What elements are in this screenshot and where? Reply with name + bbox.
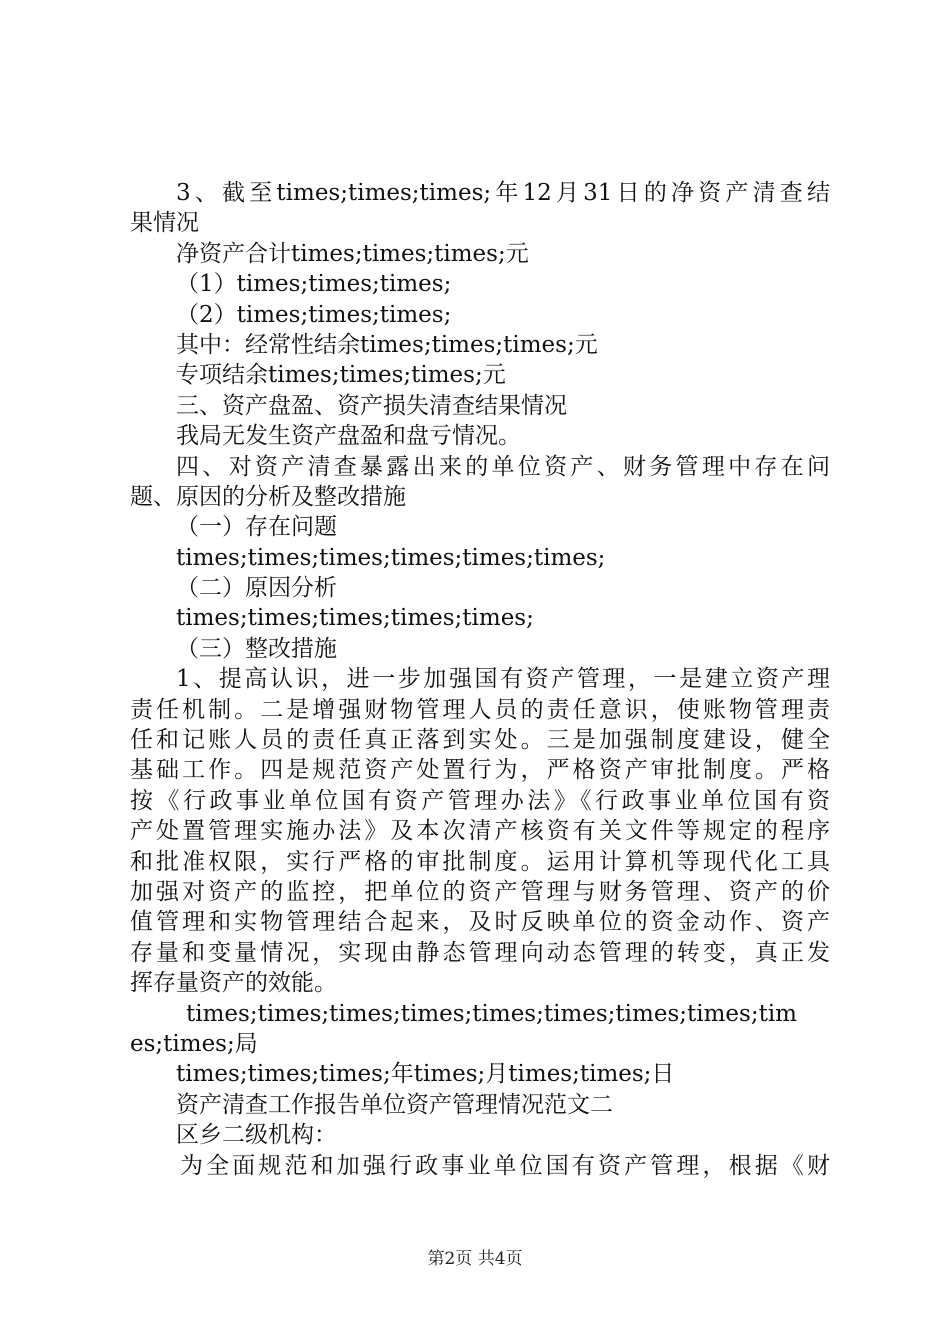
- text-line: 存量和变量情况，实现由静态管理向动态管理的转变，真正发: [130, 939, 830, 966]
- text-line: 净资产合计times;times;times;元: [176, 240, 529, 267]
- subsection-heading: （三）整改措施: [176, 635, 337, 662]
- text-line: 区乡二级机构：: [176, 1122, 337, 1149]
- section-heading: 题、原因的分析及整改措施: [130, 483, 406, 510]
- text-line: （2）times;times;times;: [176, 301, 452, 328]
- text-line: es;times;局: [130, 1030, 258, 1057]
- text-line: 任和记账人员的责任真正落到实处。三是加强制度建设，健全: [130, 727, 830, 754]
- text-line: 值管理和实物管理结合起来，及时反映单位的资金动作、资产: [130, 909, 830, 936]
- text-line: 为全面规范和加强行政事业单位国有资产管理，根据《财: [180, 1152, 830, 1179]
- text-line: times;times;times;times;times;: [176, 605, 534, 632]
- document-title: 资产清查工作报告单位资产管理情况范文二: [176, 1091, 613, 1118]
- text-line: 责任机制。二是增强财物管理人员的责任意识，使账物管理责: [130, 696, 830, 723]
- text-line: 其中：经常性结余times;times;times;元: [176, 331, 598, 358]
- text-line: times;times;times;times;times;times;times;times;tim: [186, 1000, 797, 1027]
- text-line: 和批准权限，实行严格的审批制度。运用计算机等现代化工具: [130, 848, 830, 875]
- text-line: 挥存量资产的效能。: [130, 970, 337, 997]
- page-number-footer: 第2页 共4页: [427, 1249, 523, 1269]
- subsection-heading: （二）原因分析: [176, 575, 337, 602]
- text-line: times;times;times;年times;月times;times;日: [176, 1061, 675, 1088]
- document-body: [130, 178, 830, 1181]
- text-line: times;times;times;times;times;times;: [176, 544, 606, 571]
- text-line: 果情况: [130, 210, 199, 237]
- text-line: 1、提高认识，进一步加强国有资产管理，一是建立资产理: [176, 666, 830, 693]
- text-line: 产处置管理实施办法》及本次清产核资有关文件等规定的程序: [130, 818, 830, 845]
- text-line: 我局无发生资产盘盈和盘亏情况。: [176, 423, 521, 450]
- text-line: （1）times;times;times;: [176, 271, 452, 298]
- text-line: 加强对资产的监控，把单位的资产管理与财务管理、资产的价: [130, 878, 830, 905]
- text-line: 专项结余times;times;times;元: [176, 362, 506, 389]
- text-line: 3、截至times;times;times;年12月31日的净资产清查结: [176, 180, 830, 206]
- text-line: 按《行政事业单位国有资产管理办法》《行政事业单位国有资: [130, 787, 830, 814]
- subsection-heading: （一）存在问题: [176, 514, 337, 541]
- text-line: 基础工作。四是规范资产处置行为，严格资产审批制度。严格: [130, 757, 830, 784]
- section-heading: 四、对资产清查暴露出来的单位资产、财务管理中存在问: [176, 453, 830, 480]
- section-heading: 三、资产盘盈、资产损失清查结果情况: [176, 392, 567, 419]
